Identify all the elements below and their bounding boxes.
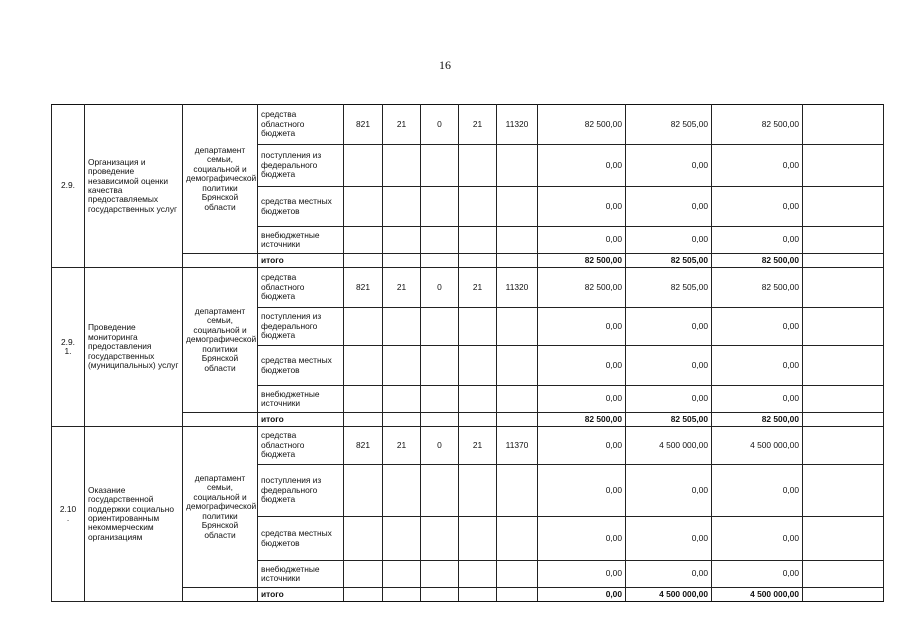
- amount-year-1: 82 500,00: [538, 413, 626, 427]
- amount-year-3: 0,00: [712, 227, 803, 254]
- amount-year-2: 82 505,00: [626, 105, 712, 145]
- code-cell: 821: [344, 427, 383, 465]
- code-cell: 21: [383, 268, 421, 308]
- funding-source: средства областного бюджета: [258, 105, 344, 145]
- code-cell: [344, 346, 383, 386]
- funding-source: внебюджетные источники: [258, 386, 344, 413]
- code-cell: [421, 254, 459, 268]
- code-cell: [459, 308, 497, 346]
- code-cell: 821: [344, 268, 383, 308]
- empty-cell: [803, 465, 884, 517]
- amount-year-3: 0,00: [712, 465, 803, 517]
- amount-year-1: 0,00: [538, 561, 626, 588]
- code-cell: [459, 386, 497, 413]
- funding-source: поступления из федерального бюджета: [258, 308, 344, 346]
- amount-year-2: 4 500 000,00: [626, 588, 712, 602]
- item-number: 2.9. 1.: [52, 268, 85, 427]
- code-cell: [421, 386, 459, 413]
- funding-source: средства областного бюджета: [258, 427, 344, 465]
- code-cell: 0: [421, 105, 459, 145]
- funding-source: итого: [258, 254, 344, 268]
- code-cell: [459, 465, 497, 517]
- code-cell: 821: [344, 105, 383, 145]
- code-cell: 0: [421, 427, 459, 465]
- amount-year-2: 4 500 000,00: [626, 427, 712, 465]
- amount-year-3: 82 500,00: [712, 268, 803, 308]
- amount-year-3: 0,00: [712, 386, 803, 413]
- code-cell: [344, 227, 383, 254]
- amount-year-1: 0,00: [538, 386, 626, 413]
- code-cell: 21: [459, 427, 497, 465]
- amount-year-2: 0,00: [626, 517, 712, 561]
- funding-source: средства местных бюджетов: [258, 517, 344, 561]
- item-name: Проведение мониторинга предоставления государственных (муниципальных) услуг: [85, 268, 183, 427]
- amount-year-2: 0,00: [626, 465, 712, 517]
- department-empty-cell: [183, 254, 258, 268]
- code-cell: [344, 465, 383, 517]
- empty-cell: [803, 517, 884, 561]
- code-cell: [459, 588, 497, 602]
- amount-year-3: 0,00: [712, 561, 803, 588]
- code-cell: [497, 346, 538, 386]
- amount-year-1: 0,00: [538, 187, 626, 227]
- code-cell: [459, 561, 497, 588]
- code-cell: [497, 187, 538, 227]
- amount-year-3: 4 500 000,00: [712, 427, 803, 465]
- amount-year-2: 0,00: [626, 308, 712, 346]
- amount-year-3: 0,00: [712, 308, 803, 346]
- empty-cell: [803, 254, 884, 268]
- code-cell: [497, 308, 538, 346]
- funding-source: внебюджетные источники: [258, 561, 344, 588]
- code-cell: [459, 227, 497, 254]
- code-cell: 21: [383, 427, 421, 465]
- code-cell: 11370: [497, 427, 538, 465]
- code-cell: [383, 227, 421, 254]
- code-cell: [344, 254, 383, 268]
- code-cell: [344, 561, 383, 588]
- empty-cell: [803, 308, 884, 346]
- code-cell: [459, 517, 497, 561]
- empty-cell: [803, 346, 884, 386]
- amount-year-1: 0,00: [538, 465, 626, 517]
- item-department: департамент семьи, социальной и демографической политики Брянской области: [183, 105, 258, 254]
- code-cell: [421, 227, 459, 254]
- budget-table: [51, 104, 884, 602]
- funding-source: итого: [258, 413, 344, 427]
- code-cell: [421, 413, 459, 427]
- table-row: [52, 105, 884, 145]
- item-number: 2.10 .: [52, 427, 85, 602]
- code-cell: 21: [383, 105, 421, 145]
- code-cell: 11320: [497, 105, 538, 145]
- empty-cell: [803, 187, 884, 227]
- code-cell: [421, 308, 459, 346]
- amount-year-3: 82 500,00: [712, 413, 803, 427]
- code-cell: [344, 308, 383, 346]
- empty-cell: [803, 227, 884, 254]
- amount-year-1: 0,00: [538, 227, 626, 254]
- amount-year-1: 0,00: [538, 346, 626, 386]
- funding-source: средства местных бюджетов: [258, 346, 344, 386]
- code-cell: [421, 187, 459, 227]
- code-cell: [383, 346, 421, 386]
- amount-year-2: 0,00: [626, 386, 712, 413]
- department-empty-cell: [183, 588, 258, 602]
- code-cell: [383, 561, 421, 588]
- code-cell: [383, 308, 421, 346]
- code-cell: [497, 588, 538, 602]
- amount-year-2: 82 505,00: [626, 254, 712, 268]
- code-cell: [421, 145, 459, 187]
- amount-year-1: 0,00: [538, 517, 626, 561]
- code-cell: [344, 588, 383, 602]
- amount-year-1: 0,00: [538, 588, 626, 602]
- empty-cell: [803, 588, 884, 602]
- amount-year-1: 82 500,00: [538, 105, 626, 145]
- amount-year-1: 0,00: [538, 427, 626, 465]
- code-cell: [344, 413, 383, 427]
- amount-year-1: 82 500,00: [538, 268, 626, 308]
- table-row: [52, 268, 884, 308]
- amount-year-1: 0,00: [538, 145, 626, 187]
- code-cell: [497, 517, 538, 561]
- empty-cell: [803, 413, 884, 427]
- code-cell: [421, 588, 459, 602]
- code-cell: 21: [459, 268, 497, 308]
- code-cell: 21: [459, 105, 497, 145]
- code-cell: [497, 227, 538, 254]
- item-number: 2.9.: [52, 105, 85, 268]
- item-department: департамент семьи, социальной и демографической политики Брянской области: [183, 268, 258, 413]
- code-cell: [383, 145, 421, 187]
- code-cell: [459, 346, 497, 386]
- code-cell: [459, 413, 497, 427]
- empty-cell: [803, 268, 884, 308]
- code-cell: [459, 145, 497, 187]
- empty-cell: [803, 386, 884, 413]
- empty-cell: [803, 427, 884, 465]
- table-row: [52, 427, 884, 465]
- amount-year-3: 0,00: [712, 346, 803, 386]
- empty-cell: [803, 105, 884, 145]
- amount-year-1: 0,00: [538, 308, 626, 346]
- code-cell: [383, 386, 421, 413]
- code-cell: [497, 254, 538, 268]
- code-cell: [344, 517, 383, 561]
- item-name: Оказание государственной поддержки социально ориентированным некоммерческим организациям: [85, 427, 183, 602]
- code-cell: [459, 187, 497, 227]
- department-empty-cell: [183, 413, 258, 427]
- code-cell: [421, 517, 459, 561]
- amount-year-2: 0,00: [626, 346, 712, 386]
- empty-cell: [803, 561, 884, 588]
- code-cell: [344, 145, 383, 187]
- item-name: Организация и проведение независимой оценки качества предоставляемых государственных услуг: [85, 105, 183, 268]
- funding-source: итого: [258, 588, 344, 602]
- amount-year-2: 0,00: [626, 561, 712, 588]
- amount-year-3: 0,00: [712, 517, 803, 561]
- code-cell: [383, 413, 421, 427]
- funding-source: поступления из федерального бюджета: [258, 465, 344, 517]
- amount-year-2: 0,00: [626, 187, 712, 227]
- amount-year-2: 82 505,00: [626, 268, 712, 308]
- code-cell: [383, 254, 421, 268]
- code-cell: [383, 465, 421, 517]
- amount-year-3: 0,00: [712, 187, 803, 227]
- amount-year-2: 0,00: [626, 145, 712, 187]
- code-cell: [383, 588, 421, 602]
- code-cell: 11320: [497, 268, 538, 308]
- code-cell: 0: [421, 268, 459, 308]
- amount-year-1: 82 500,00: [538, 254, 626, 268]
- funding-source: внебюджетные источники: [258, 227, 344, 254]
- code-cell: [459, 254, 497, 268]
- item-department: департамент семьи, социальной и демографической политики Брянской области: [183, 427, 258, 588]
- code-cell: [497, 465, 538, 517]
- code-cell: [421, 465, 459, 517]
- amount-year-3: 4 500 000,00: [712, 588, 803, 602]
- code-cell: [497, 386, 538, 413]
- page-number: 16: [439, 58, 451, 72]
- amount-year-3: 0,00: [712, 145, 803, 187]
- code-cell: [421, 561, 459, 588]
- code-cell: [421, 346, 459, 386]
- code-cell: [497, 413, 538, 427]
- code-cell: [497, 145, 538, 187]
- funding-source: поступления из федерального бюджета: [258, 145, 344, 187]
- amount-year-2: 82 505,00: [626, 413, 712, 427]
- amount-year-2: 0,00: [626, 227, 712, 254]
- funding-source: средства областного бюджета: [258, 268, 344, 308]
- code-cell: [383, 187, 421, 227]
- amount-year-3: 82 500,00: [712, 254, 803, 268]
- code-cell: [383, 517, 421, 561]
- amount-year-3: 82 500,00: [712, 105, 803, 145]
- funding-source: средства местных бюджетов: [258, 187, 344, 227]
- empty-cell: [803, 145, 884, 187]
- code-cell: [344, 187, 383, 227]
- code-cell: [497, 561, 538, 588]
- code-cell: [344, 386, 383, 413]
